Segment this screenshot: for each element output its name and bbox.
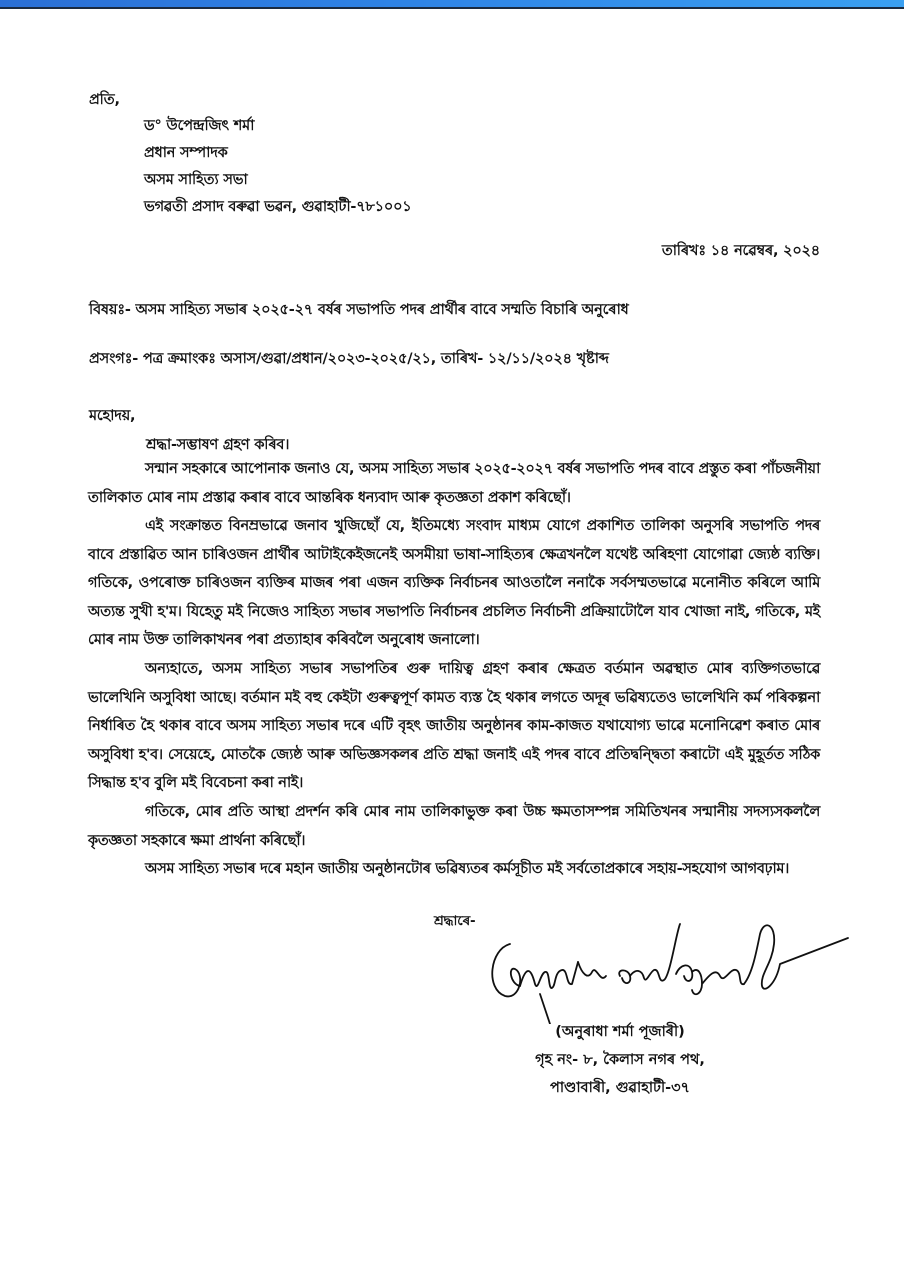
greeting: মহোদয়, bbox=[89, 408, 136, 424]
letter-date: তাৰিখঃ ১৪ নৱেম্বৰ, ২০২৪ bbox=[661, 243, 820, 259]
paragraph-2: এই সংক্ৰান্তত বিনম্ৰভাৱে জনাব খুজিছোঁ যে, ইতিমধ্যে সংবাদ মাধ্যম যোগে প্ৰকাশিত তালিকা অনুসৰি সভাপতি পদৰ বাবে প্ৰস্তাৱিত আন চাৰিওজন প্ৰাৰ্থীৰ আটাইকেইজনেই অসমীয়া ভাষা-সাহিত্যৰ ক্ষেত্ৰখনলৈ যথেষ্ট অৰিহণা যোগোৱা জ্যেষ্ঠ ব্যক্তি। গতিকে, ওপৰোক্ত চাৰিওজন ব্যক্তিৰ মাজৰ পৰা এজন ব্যক্তিক নিৰ্বাচনৰ আওতালৈ ননাকৈ সৰ্বসম্মতভাৱে মনোনীত কৰিলে আমি অত্যন্ত সুখী হ'ম। যিহেতু মই নিজেও সাহিত্য সভাৰ সভাপতি নিৰ্বাচনৰ প্ৰচলিত নিৰ্বাচনী প্ৰক্ৰিয়াটোলৈ যাব খোজা নাই, গতিকে, মই মোৰ নাম উক্ত তালিকাখনৰ পৰা প্ৰত্যাহাৰ কৰিবলৈ অনুৰোধ জনালো। bbox=[88, 518, 820, 648]
paragraph-3: অন্যহাতে, অসম সাহিত্য সভাৰ সভাপতিৰ গুৰু দায়িত্ব গ্ৰহণ কৰাৰ ক্ষেত্ৰত বৰ্তমান অৱস্থাত মোৰ ব্যক্তিগতভাৱে ভালেখিনি অসুবিধা আছে। বৰ্তমান মই বহু কেইটা গুৰুত্বপূৰ্ণ কামত ব্যস্ত হৈ থকাৰ লগতে অদূৰ ভৱিষ্যতেও ভালেখিনি কৰ্ম পৰিকল্পনা নিৰ্ধাৰিত হৈ থকাৰ বাবে অসম সাহিত্য সভাৰ দৰে এটি বৃহৎ জাতীয় অনুষ্ঠানৰ কাম-কাজত যথাযোগ্য ভাৱে মনোনিৱেশ কৰাত মোৰ অসুবিধা হ'ব। সেয়েহে, মোতকৈ জ্যেষ্ঠ আৰু অভিজ্ঞসকলৰ প্ৰতি শ্ৰদ্ধা জনাই এই পদৰ বাবে প্ৰতিদ্বন্দ্বিতা কৰাটো এই মুহূৰ্তত সঠিক সিদ্ধান্ত হ'ব বুলি মই বিবেচনা কৰা নাই। bbox=[88, 661, 820, 791]
recipient-organization: অসম সাহিত্য সভা bbox=[144, 172, 248, 188]
letter-reference: প্ৰসংগঃ- পত্ৰ ক্ৰমাংকঃ অসাস/গুৱা/প্ৰধান/২০২৩-২০২৫/২১, তাৰিখ- ১২/১১/২০২৪ খৃষ্টাব্দ bbox=[89, 351, 609, 367]
paragraph-4: গতিকে, মোৰ প্ৰতি আস্থা প্ৰদৰ্শন কৰি মোৰ নাম তালিকাভুক্ত কৰা উচ্চ ক্ষমতাসম্পন্ন সমিতিখনৰ সন্মানীয় সদস্যসকললৈ কৃতজ্ঞতা সহকাৰে ক্ষমা প্ৰাৰ্থনা কৰিছোঁ। bbox=[88, 804, 820, 849]
recipient-name: ড° উপেন্দ্ৰজিৎ শৰ্মা bbox=[144, 118, 255, 134]
salutation-to: প্ৰতি, bbox=[89, 92, 120, 108]
sender-name: (অনুৰাধা শৰ্মা পূজাৰী) bbox=[555, 1024, 685, 1040]
closing: শ্ৰদ্ধাৰে- bbox=[434, 913, 476, 929]
sender-address-line1: গৃহ নং- ৮, কৈলাস নগৰ পথ, bbox=[535, 1052, 705, 1068]
letter-page bbox=[0, 9, 904, 1280]
paragraph-1: সন্মান সহকাৰে আপোনাক জনাও যে, অসম সাহিত্য সভাৰ ২০২৫-২০২৭ বৰ্ষৰ সভাপতি পদৰ বাবে প্ৰস্তুত কৰা পাঁচজনীয়া তালিকাত মোৰ নাম প্ৰস্তাৱ কৰাৰ বাবে আন্তৰিক ধন্যবাদ আৰু কৃতজ্ঞতা প্ৰকাশ কৰিছোঁ। bbox=[88, 461, 820, 506]
recipient-address: ভগৱতী প্ৰসাদ বৰুৱা ভৱন, গুৱাহাটী-৭৮১০০১ bbox=[144, 199, 412, 215]
paragraph-5: অসম সাহিত্য সভাৰ দৰে মহান জাতীয় অনুষ্ঠানটোৰ ভৱিষ্যতৰ কৰ্মসূচীত মই সৰ্বতোপ্ৰকাৰে সহায়-সহযোগ আগবঢ়াম। bbox=[145, 861, 790, 877]
recipient-designation: প্ৰধান সম্পাদক bbox=[144, 145, 228, 161]
sender-address-line2: পাণ্ডাবাৰী, গুৱাহাটী-৩৭ bbox=[550, 1080, 690, 1096]
handwritten-signature bbox=[480, 914, 850, 1024]
letter-subject: বিষয়ঃ- অসম সাহিত্য সভাৰ ২০২৫-২৭ বৰ্ষৰ সভাপতি পদৰ প্ৰাৰ্থীৰ বাবে সম্মতি বিচাৰি অনুৰোধ bbox=[89, 302, 629, 318]
window-top-bar bbox=[0, 0, 904, 9]
opening-line: শ্ৰদ্ধা-সম্ভাষণ গ্ৰহণ কৰিব। bbox=[146, 437, 290, 453]
